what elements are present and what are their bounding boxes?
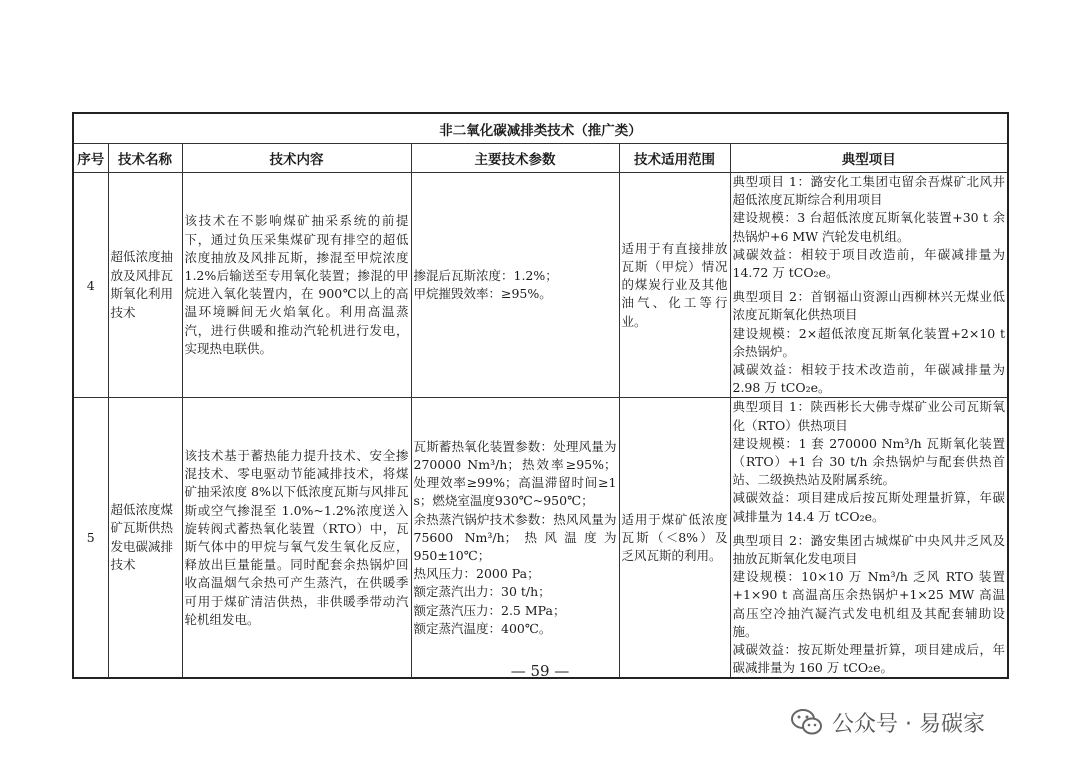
header-number: 序号 (73, 144, 108, 173)
param-line: 甲烷摧毁效率：≥95%。 (413, 286, 552, 302)
typical-projects (730, 173, 1008, 398)
param-line: 额定蒸汽压力：2.5 MPa； (413, 602, 566, 618)
watermark (790, 706, 985, 738)
param-line: 额定蒸汽温度：400℃。 (413, 620, 552, 636)
tech-content: 该技术在不影响煤矿抽采系统的前提下，通过负压采集煤矿现有排空的超低浓度抽放及风排瓦斯，掺混至甲烷浓度 1.2%后输送至专用氧化装置；掺混的甲烷进入氧化装置内，在 900℃以上的高温环境瞬间无火焰氧化。利用高温蒸汽，进行供暖和推动汽轮机进行发电，实现热电联供。 (182, 173, 411, 398)
param-line: 额定蒸汽出力：30 t/h； (413, 584, 551, 600)
header-tech-content: 技术内容 (182, 144, 411, 173)
tech-params (411, 173, 619, 398)
project-benefit: 减碳效益：相较于技术改造前，年碳减排量为 2.98 万 tCO₂e。 (732, 362, 1005, 396)
project-title: 典型项目 2：潞安集团古城煤矿中央风井乏风及抽放瓦斯氧化发电项目 (732, 532, 1005, 567)
tech-scope: 适用于煤矿低浓度瓦斯（＜8%）及乏风瓦斯的利用。 (619, 398, 730, 679)
header-scope: 技术适用范围 (619, 144, 730, 173)
param-line: 热风压力：2000 Pa； (413, 566, 540, 582)
project-benefit: 减碳效益：按瓦斯处理量折算，项目建成后，年碳减排量为 160 万 tCO₂e。 (732, 642, 1005, 676)
typical-projects (730, 398, 1008, 679)
row-number: 4 (73, 173, 108, 398)
project-benefit: 减碳效益：相较于项目改造前，年碳减排量为 14.72 万 tCO₂e。 (732, 246, 1005, 281)
header-projects: 典型项目 (730, 144, 1008, 173)
project-title: 典型项目 2：首钢福山资源山西柳林兴无煤业低浓度瓦斯氧化供热项目 (732, 289, 1005, 323)
page-number: — 59 — (510, 662, 570, 680)
tech-scope: 适用于有直接排放瓦斯（甲烷）情况的煤炭行业及其他油气、化工等行业。 (619, 173, 730, 398)
project-scale: 建设规模：2×超低浓度瓦斯氧化装置+2×10 t 余热锅炉。 (732, 325, 1005, 359)
header-tech-params: 主要技术参数 (411, 144, 619, 173)
tech-params (411, 398, 619, 679)
row-number: 5 (73, 398, 108, 679)
tech-name: 超低浓度煤矿瓦斯供热发电碳减排技术 (108, 398, 182, 679)
tech-content: 该技术基于蓄热能力提升技术、安全掺混技术、零电驱动节能减排技术，将煤矿抽采浓度 8%以下低浓度瓦斯与风排瓦斯或空气掺混至 1.0%~1.2%浓度送入旋转阀式蓄热氧化装置（RTO）中，瓦斯气体中的甲烷与氧气发生氧化反应，释放出巨量能量。同时配套余热锅炉回收高温烟气余热可产生蒸汽，在供暖季可用于煤矿清洁供热，非供暖季带动汽轮机组发电。 (182, 398, 411, 679)
technology-table (72, 112, 1009, 679)
project-title: 典型项目 1：陕西彬长大佛寺煤矿业公司瓦斯氧化（RTO）供热项目 (732, 399, 1005, 433)
wechat-icon (790, 708, 824, 736)
param-line: 瓦斯蓄热氧化装置参数：处理风量为 270000 Nm³/h；热效率≥95%；处理效率≥99%；高温滞留时间≥1 s；燃烧室温度930℃~950℃； (413, 438, 617, 509)
table-row (73, 173, 1008, 398)
table-title-row (73, 113, 1008, 144)
table-row (73, 398, 1008, 679)
watermark-text: 公众号 · 易碳家 (832, 711, 985, 737)
project-title: 典型项目 1：潞安化工集团屯留余吾煤矿北风井超低浓度瓦斯综合利用项目 (732, 174, 1005, 208)
table-title: 非二氧化碳减排类技术（推广类） (73, 113, 1008, 144)
tech-name: 超低浓度抽放及风排瓦斯氧化利用技术 (108, 173, 182, 398)
project-scale: 建设规模：3 台超低浓度瓦斯氧化装置+30 t 余热锅炉+6 MW 汽轮发电机组。 (732, 210, 1005, 244)
header-tech-name: 技术名称 (108, 144, 182, 173)
project-scale: 建设规模：1 套 270000 Nm³/h 瓦斯氧化装置（RTO）+1 台 30 t/h 余热锅炉与配套供热首站、二级换热站及附属系统。 (732, 435, 1005, 488)
project-scale: 建设规模：10×10 万 Nm³/h 乏风 RTO 装置+1×90 t 高温高压余热锅炉+1×25 MW 高温高压空冷抽汽凝汽式发电机组及其配套辅助设施。 (732, 569, 1005, 639)
param-line: 余热蒸汽锅炉技术参数：热风风量为 75600 Nm³/h；热风温度为 950±10℃； (413, 511, 617, 564)
table-header-row (73, 144, 1008, 173)
project-benefit: 减碳效益：项目建成后按瓦斯处理量折算，年碳减排量为 14.4 万 tCO₂e。 (732, 490, 1005, 524)
param-line: 掺混后瓦斯浓度：1.2%； (413, 268, 558, 284)
